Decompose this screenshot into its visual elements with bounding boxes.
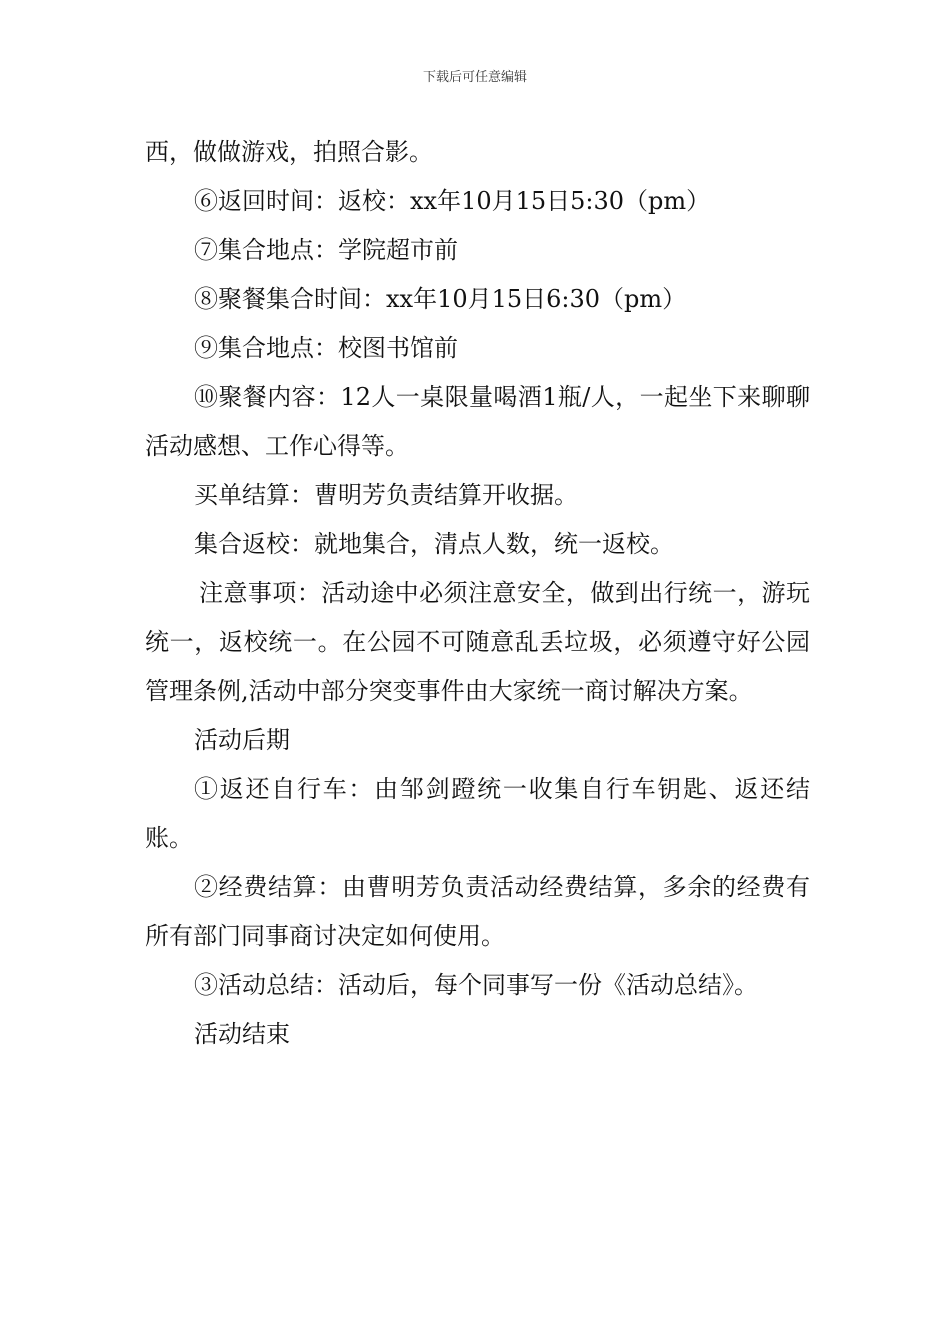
paragraph-dinner-place: ⑨集合地点：校图书馆前 bbox=[194, 334, 458, 362]
paragraph-billing: 买单结算：曹明芳负责结算开收据。 bbox=[194, 481, 578, 509]
document-body bbox=[145, 128, 810, 1059]
paragraph-activity-summary: ③活动总结：活动后，每个同事写一份《活动总结》。 bbox=[194, 971, 758, 999]
section-heading-activity-end: 活动结束 bbox=[194, 1020, 290, 1048]
paragraph-return-time: ⑥返回时间：返校：xx年10月15日5:30（pm） bbox=[194, 187, 711, 215]
page-header: 下载后可任意编辑 bbox=[422, 70, 527, 85]
paragraph-bike-return: ①返还自行车：由邹剑蹬统一收集自行车钥匙、返还结账。 bbox=[145, 775, 810, 852]
paragraph-dinner-time: ⑧聚餐集合时间：xx年10月15日6:30（pm） bbox=[194, 285, 687, 313]
paragraph-notes: 注意事项：活动途中必须注意安全，做到出行统一，游玩统一，返校统一。在公园不可随意乱丢垃圾，必须遵守好公园管理条例,活动中部分突变事件由大家统一商讨解决方案。 bbox=[145, 579, 810, 705]
paragraph: 西，做做游戏，拍照合影。 bbox=[145, 138, 433, 166]
paragraph-return-gathering: 集合返校：就地集合，清点人数，统一返校。 bbox=[194, 530, 674, 558]
section-heading-post-activity: 活动后期 bbox=[194, 726, 290, 754]
paragraph-expense-settlement: ②经费结算：由曹明芳负责活动经费结算，多余的经费有所有部门同事商讨决定如何使用。 bbox=[145, 873, 810, 950]
paragraph-meeting-place: ⑦集合地点：学院超市前 bbox=[194, 236, 458, 264]
paragraph-dinner-content: ⑩聚餐内容：12人一桌限量喝酒1瓶/人，一起坐下来聊聊活动感想、工作心得等。 bbox=[145, 383, 810, 460]
